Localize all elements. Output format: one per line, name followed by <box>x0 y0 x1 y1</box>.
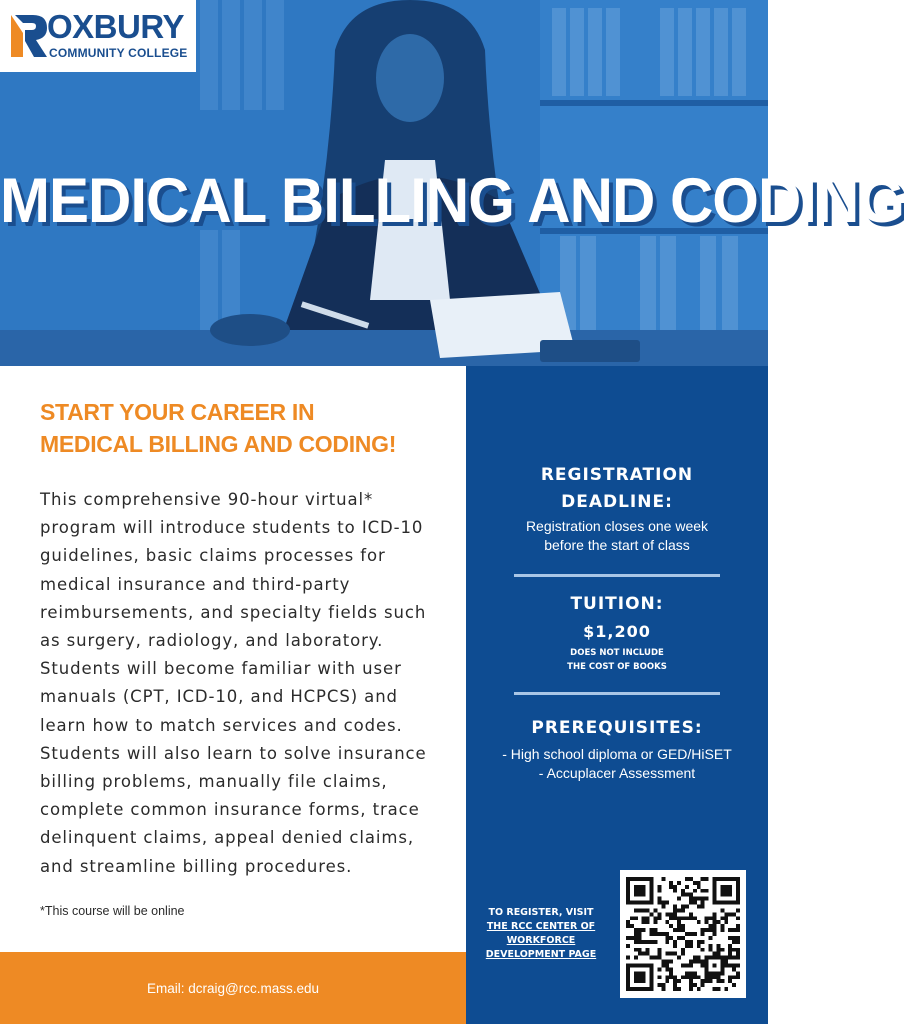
tuition-note <box>466 646 768 674</box>
email-bar <box>0 952 466 1024</box>
tuition-note-line-1: DOES NOT INCLUDE <box>570 648 664 658</box>
program-details-panel <box>466 366 768 1024</box>
tuition-heading: TUITION: <box>570 594 664 614</box>
registration-heading <box>466 462 768 516</box>
qr-code-graphic <box>626 876 740 992</box>
registration-heading-line-2: DEADLINE: <box>561 492 673 512</box>
roxbury-r-logo-icon <box>9 13 49 59</box>
divider-2 <box>514 692 720 695</box>
online-footnote: *This course will be online <box>40 904 185 918</box>
contact-email[interactable]: Email: dcraig@rcc.mass.edu <box>146 980 319 996</box>
college-logo <box>0 0 196 72</box>
subhead-line-1: START YOUR CAREER IN <box>40 399 315 425</box>
registration-text-line-1: Registration closes one week <box>525 518 709 534</box>
program-description-panel <box>0 366 466 952</box>
registration-text-line-2: before the start of class <box>544 537 690 553</box>
career-subhead <box>40 396 440 460</box>
register-instructions <box>478 906 604 962</box>
register-prefix: TO REGISTER, VISIT <box>488 907 594 918</box>
qr-code-icon[interactable] <box>620 870 746 998</box>
registration-heading-line-1: REGISTRATION <box>540 465 694 485</box>
prerequisites-list <box>466 745 768 783</box>
program-description: This comprehensive 90-hour virtual* program will introduce students to ICD-10 guidelines, basic claims processes for medical insurance and third-party reimbursements, and specialty fields such as surgery, radiology, and laboratory. Students will become familiar with user manuals (CPT, ICD-10, and HCPCS) and learn how to match services and codes. Students will also learn to solve insurance billing problems, manually file claims, complete common insurance forms, trace delinquent claims, appeal denied claims, and streamline billing procedures. <box>40 490 427 876</box>
logo-wordmark: OXBURY <box>47 8 184 45</box>
hero-banner <box>0 0 904 366</box>
subhead-line-2: MEDICAL BILLING AND CODING! <box>40 431 397 457</box>
logo-subtitle: COMMUNITY COLLEGE <box>49 46 188 60</box>
divider-1 <box>514 574 720 577</box>
registration-text <box>466 517 768 555</box>
tuition-price: $1,200 <box>583 622 651 641</box>
prerequisites-heading: PREREQUISITES: <box>531 718 703 738</box>
register-link[interactable]: THE RCC CENTER OF WORKFORCE DEVELOPMENT PAGE <box>485 921 597 960</box>
tuition-note-line-2: THE COST OF BOOKS <box>567 662 667 672</box>
prerequisite-item: - Accuplacer Assessment <box>538 765 696 781</box>
prerequisite-item: - High school diploma or GED/HiSET <box>502 746 732 762</box>
page-title: MEDICAL BILLING AND CODING <box>0 165 904 236</box>
